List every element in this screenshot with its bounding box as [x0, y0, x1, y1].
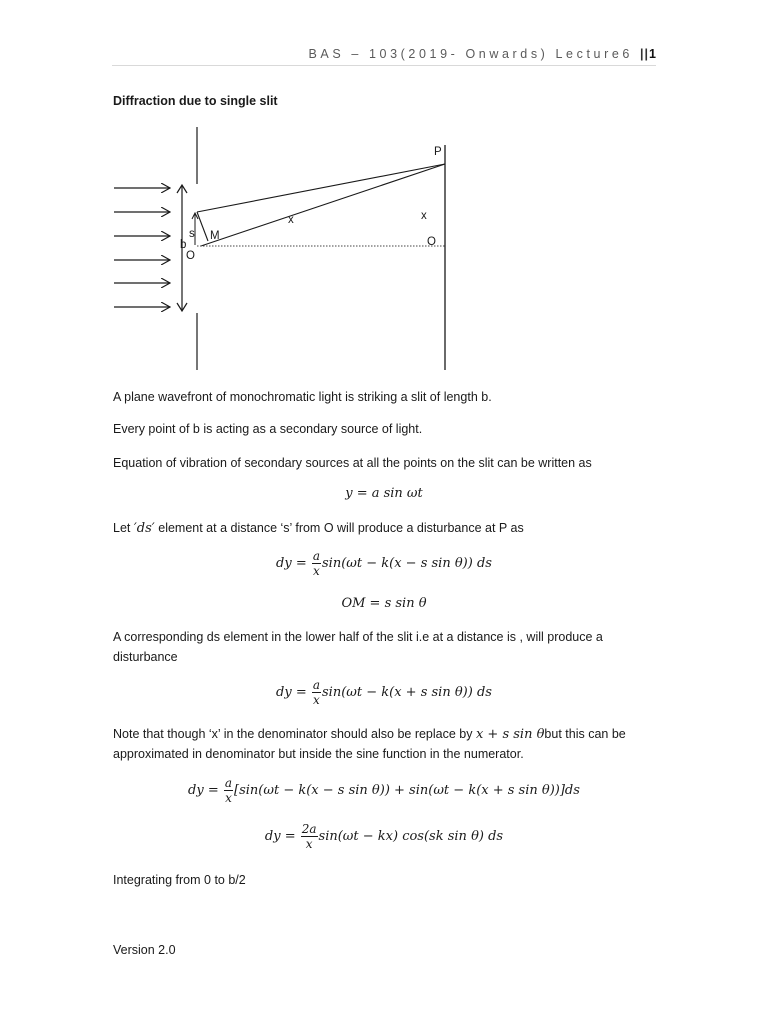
eq6-numerator: 2a	[301, 822, 317, 836]
incident-rays	[114, 188, 170, 307]
version-footer: Version 2.0	[113, 943, 176, 957]
rays-to-P	[197, 164, 445, 246]
p4-pre: Let	[113, 521, 134, 535]
label-O-slit: O	[186, 250, 195, 262]
paragraph-4	[113, 518, 524, 539]
paragraph-6-line-2: approximated in denominator but inside the sine function in the numerator.	[113, 747, 524, 761]
eq6-lhs: dy =	[264, 829, 300, 844]
eq5-lhs: dy =	[188, 783, 223, 798]
eq2-lhs: dy =	[276, 556, 311, 571]
label-x-screen: x	[421, 210, 427, 222]
equation-3: OM = s sin θ	[341, 596, 427, 611]
p4-post: element at a distance ‘s’ from O will produce a disturbance at P as	[154, 521, 524, 535]
eq6-rhs: sin(ωt − kx) cos(sk sin θ) ds	[318, 829, 504, 844]
label-O-screen: O	[427, 236, 436, 248]
eq5-rhs: [sin(ωt − k(x − s sin θ)) + sin(ωt − k(x + s sin θ))]ds	[234, 783, 580, 798]
paragraph-2: Every point of b is acting as a secondary source of light.	[113, 422, 423, 436]
equation-2	[112, 549, 656, 578]
eq5-numerator: a	[224, 776, 233, 790]
eq2-fraction	[312, 549, 321, 578]
p6-post: but this can be	[544, 727, 626, 741]
eq4-rhs: sin(ωt − k(x + s sin θ)) ds	[322, 685, 492, 700]
p4-math: ′ds′	[133, 521, 155, 536]
eq2-numerator: a	[312, 549, 321, 563]
eq4-denominator: x	[313, 693, 320, 707]
eq6-denominator: x	[305, 837, 313, 851]
header-page-number: 1	[649, 47, 656, 61]
perpendicular-OM	[197, 212, 208, 241]
equation-6	[112, 822, 656, 851]
paragraph-5-line-1: A corresponding ds element in the lower half of the slit i.e at a distance is , will produce a	[113, 630, 603, 644]
eq5-denominator: x	[225, 791, 232, 805]
paragraph-6-line-1	[113, 724, 626, 745]
p6-pre: Note that though ‘x’ in the denominator should also be replace by	[113, 727, 476, 741]
eq4-numerator: a	[312, 678, 321, 692]
paragraph-3: Equation of vibration of secondary sources at all the points on the slit can be written as	[113, 456, 592, 470]
label-M: M	[210, 230, 220, 242]
eq5-fraction	[224, 776, 233, 805]
equation-4	[112, 678, 656, 707]
paragraph-5-line-2: disturbance	[113, 650, 178, 664]
paragraph-1: A plane wavefront of monochromatic light is striking a slit of length b.	[113, 390, 492, 404]
equation-1: y = a sin ωt	[345, 486, 423, 501]
eq2-rhs: sin(ωt − k(x − s sin θ)) ds	[322, 556, 492, 571]
eq2-denominator: x	[313, 564, 320, 578]
header-separator: ||	[640, 47, 650, 61]
paragraph-7: Integrating from 0 to b/2	[113, 873, 246, 887]
label-x-path: x	[288, 214, 294, 226]
eq4-lhs: dy =	[276, 685, 311, 700]
equation-5	[112, 776, 656, 805]
eq4-fraction	[312, 678, 321, 707]
p6-math: x + s sin θ	[475, 727, 545, 742]
label-P: P	[434, 146, 442, 158]
header-course: BAS – 103(2019- Onwards) Lecture6	[308, 47, 633, 61]
eq6-fraction	[301, 822, 318, 851]
label-s: s	[189, 228, 195, 240]
single-slit-diagram	[0, 0, 768, 380]
section-title: Diffraction due to single slit	[113, 94, 278, 108]
label-b: b	[180, 239, 187, 251]
